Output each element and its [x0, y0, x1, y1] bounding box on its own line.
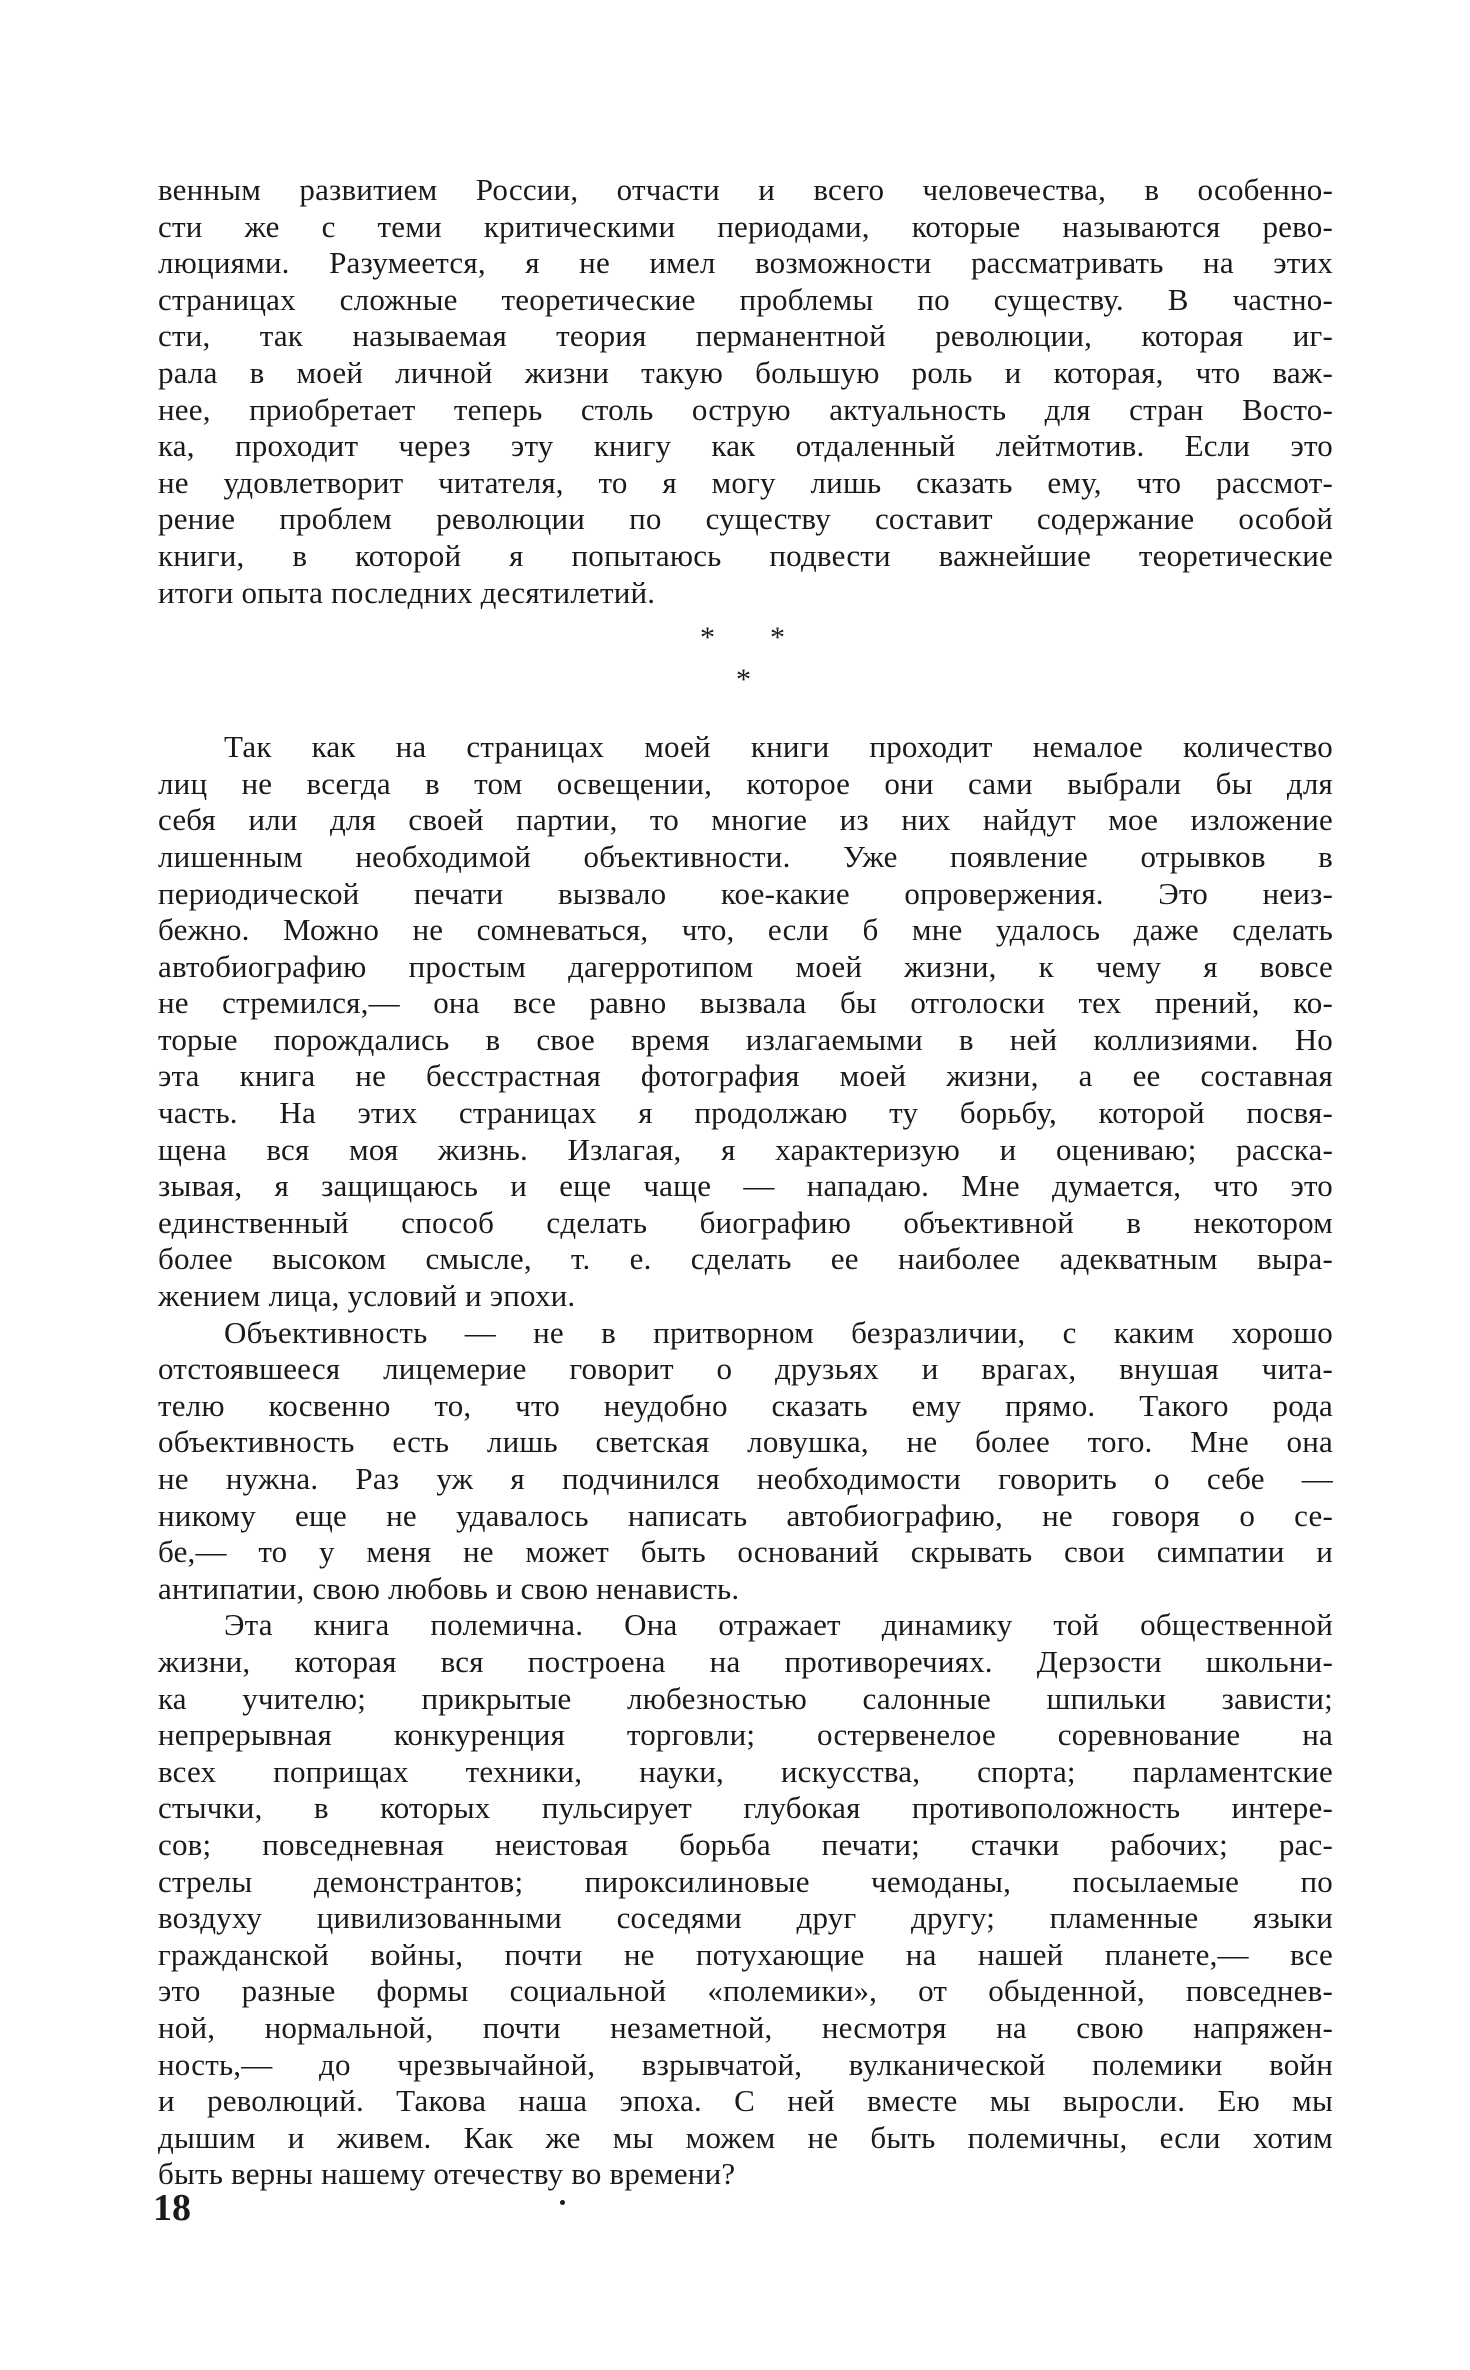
text-line: гражданской войны, почти не потухающие на нашей планете,— все — [158, 1936, 1333, 1972]
paragraph-2 — [158, 729, 1333, 1315]
page-body — [158, 172, 1333, 2193]
page-number: 18 — [153, 2187, 191, 2229]
paragraph-3 — [158, 1315, 1333, 1608]
text-line: ной, нормальной, почти незаметной, несмотря на свою напряжен- — [158, 2009, 1333, 2045]
text-line: рение проблем революции по существу составит содержание особой — [158, 501, 1333, 537]
text-line: ка учителю; прикрытые любезностью салонные шпильки зависти; — [158, 1680, 1333, 1716]
text-line: стрелы демонстрантов; пироксилиновые чемоданы, посылаемые по — [158, 1863, 1333, 1899]
text-line: антипатии, свою любовь и свою ненависть. — [158, 1570, 740, 1606]
text-line: всех поприщах техники, науки, искусства, спорта; парламентские — [158, 1753, 1333, 1789]
asterisk: * — [770, 621, 785, 655]
text-line: щена вся моя жизнь. Излагая, я характеризую и оцениваю; расска- — [158, 1131, 1333, 1167]
text-line: ка, проходит через эту книгу как отдаленный лейтмотив. Если это — [158, 428, 1333, 464]
text-line: непрерывная конкуренция торговли; остервенелое соревнование на — [158, 1717, 1333, 1753]
text-line: не нужна. Раз уж я подчинился необходимости говорить о себе — — [158, 1461, 1333, 1496]
text-line: автобиографию простым дагерротипом моей жизни, к чему я вовсе — [158, 948, 1333, 984]
paragraph-4 — [158, 1607, 1333, 2193]
text-line: страницах сложные теоретические проблемы по существу. В частно- — [158, 281, 1333, 317]
text-line: более высоком смысле, т. е. сделать ее наиболее адекватным выра- — [158, 1241, 1333, 1277]
text-line: никому еще не удавалось написать автобиографию, не говоря о се- — [158, 1497, 1333, 1533]
text-line: периодической печати вызвало кое-какие опровержения. Это неиз- — [158, 875, 1333, 911]
text-line: ность,— до чрезвычайной, взрывчатой, вулканической полемики войн — [158, 2046, 1333, 2082]
text-line: сти же с теми критическими периодами, которые называются рево- — [158, 208, 1333, 244]
text-line: единственный способ сделать биографию объективной в некотором — [158, 1204, 1333, 1240]
section-divider-asterism — [158, 619, 1333, 707]
text-line: сти, так называемая теория перманентной революции, которая иг- — [158, 318, 1333, 354]
text-line: и революций. Такова наша эпоха. С ней вместе мы выросли. Ею мы — [158, 2083, 1333, 2119]
text-line: венным развитием России, отчасти и всего человечества, в особенно- — [158, 172, 1333, 207]
asterisk: * — [736, 663, 751, 697]
text-line: рала в моей личной жизни такую большую роль и которая, что важ- — [158, 354, 1333, 390]
text-line: дышим и живем. Как же мы можем не быть полемичны, если хотим — [158, 2119, 1333, 2155]
text-line: торые порождались в свое время излагаемыми в ней коллизиями. Но — [158, 1021, 1333, 1057]
text-line: Объективность — не в притворном безразличии, с каким хорошо — [224, 1314, 1333, 1350]
text-line: не удовлетворит читателя, то я могу лишь сказать ему, что рассмот- — [158, 464, 1333, 500]
text-line: воздуху цивилизованными соседями друг другу; пламенные языки — [158, 1900, 1333, 1936]
asterisk: * — [700, 621, 715, 655]
text-line: это разные формы социальной «полемики», от обыденной, повседнев- — [158, 1973, 1333, 2009]
text-line: телю косвенно то, что неудобно сказать ему прямо. Такого рода — [158, 1387, 1333, 1423]
text-line: итоги опыта последних десятилетий. — [158, 574, 656, 610]
text-line: часть. На этих страницах я продолжаю ту борьбу, которой посвя- — [158, 1095, 1333, 1131]
text-line: бежно. Можно не сомневаться, что, если б мне удалось даже сделать — [158, 912, 1333, 948]
text-line: нее, приобретает теперь столь острую актуальность для стран Восто- — [158, 391, 1333, 427]
text-line: быть верны нашему отечеству во времени? — [158, 2156, 736, 2192]
text-line: зывая, я защищаюсь и еще чаще — нападаю. Мне думается, что это — [158, 1168, 1333, 1204]
text-line: объективность есть лишь светская ловушка, не более того. Мне она — [158, 1424, 1333, 1460]
print-dot-mark — [560, 2200, 565, 2205]
text-line: Так как на страницах моей книги проходит немалое количество — [224, 729, 1333, 765]
text-line: люциями. Разумеется, я не имел возможности рассматривать на этих — [158, 245, 1333, 281]
text-line: сов; повседневная неистовая борьба печати; стачки рабочих; рас- — [158, 1826, 1333, 1862]
text-line: отстоявшееся лицемерие говорит о друзьях и врагах, внушая чита- — [158, 1351, 1333, 1387]
text-line: себя или для своей партии, то многие из них найдут мое изложение — [158, 802, 1333, 838]
text-line: эта книга не бесстрастная фотография моей жизни, а ее составная — [158, 1058, 1333, 1094]
text-line: лишенным необходимой объективности. Уже появление отрывков в — [158, 838, 1333, 874]
text-line: жизни, которая вся построена на противоречиях. Дерзости школьни- — [158, 1643, 1333, 1679]
text-line: стычки, в которых пульсирует глубокая противоположность интере- — [158, 1790, 1333, 1826]
text-line: бе,— то у меня не может быть оснований скрывать свои симпатии и — [158, 1534, 1333, 1570]
text-line: не стремился,— она все равно вызвала бы отголоски тех прений, ко- — [158, 985, 1333, 1021]
text-line: жением лица, условий и эпохи. — [158, 1278, 576, 1314]
paragraph-1 — [158, 172, 1333, 611]
text-line: Эта книга полемична. Она отражает динамику той общественной — [224, 1607, 1333, 1643]
text-line: книги, в которой я попытаюсь подвести важнейшие теоретические — [158, 537, 1333, 573]
text-line: лиц не всегда в том освещении, которое они сами выбрали бы для — [158, 765, 1333, 801]
